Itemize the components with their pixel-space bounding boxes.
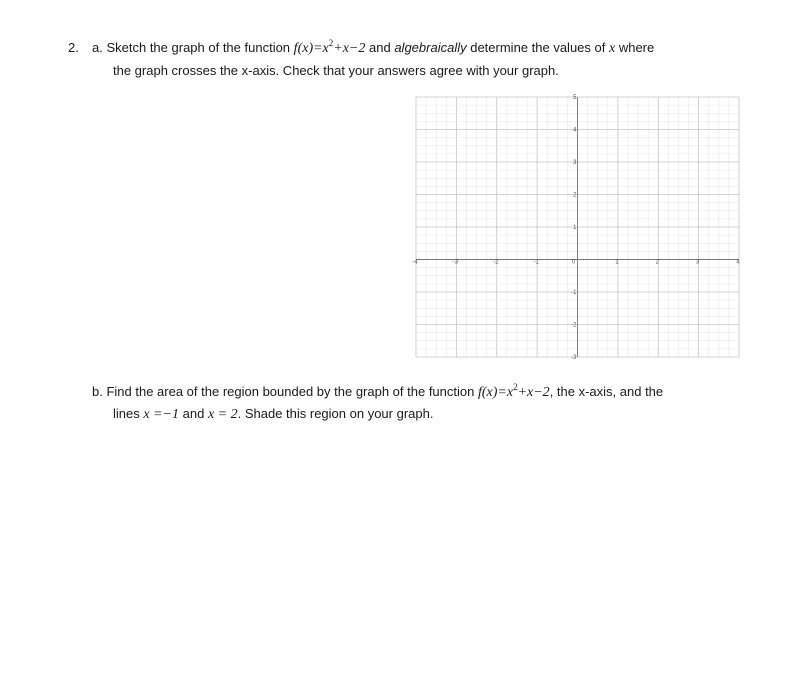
part-a-text-2: and: [369, 40, 391, 55]
x-tick-label: -2: [493, 259, 499, 266]
x-tick-label: -4: [412, 259, 418, 266]
func-rest: +x−2: [517, 385, 550, 400]
question-number: 2.: [68, 40, 79, 55]
part-b-eq2: x = 2: [207, 407, 238, 422]
part-b-function: [477, 382, 550, 400]
part-b-label: b.: [92, 384, 103, 399]
part-a-text-1: Sketch the graph of the function: [106, 40, 291, 55]
part-b-lines-word: lines: [113, 406, 140, 421]
y-tick-label: -1: [571, 290, 577, 296]
y-tick-label: 1: [573, 225, 577, 231]
part-b-eq1: x =−1: [143, 407, 179, 422]
part-a-var-x: x: [608, 41, 616, 56]
part-a-emphasis: algebraically: [394, 40, 467, 55]
func-name: f: [293, 41, 298, 56]
part-a-text-4: where: [618, 40, 655, 55]
part-b-text-2: , the x-axis, and the: [549, 384, 664, 399]
x-tick-label: 1: [615, 259, 619, 266]
x-tick-label: 2: [655, 259, 659, 266]
x-tick-label: 0: [571, 259, 576, 266]
x-tick-label: -3: [452, 259, 459, 266]
func-name: f: [477, 385, 482, 400]
part-a-text-3: determine the values of: [470, 40, 606, 55]
func-args: (x)=x: [297, 41, 329, 56]
y-tick-label: 3: [573, 160, 577, 166]
x-tick-label: 4: [736, 259, 740, 266]
y-tick-label: -2: [571, 322, 577, 329]
y-tick-label: 4: [573, 127, 577, 134]
x-tick-label: 3: [695, 259, 700, 266]
func-exponent: 2: [513, 382, 518, 392]
part-b-line2-end: . Shade this region on your graph.: [237, 406, 434, 421]
part-b-line-1: [92, 384, 663, 401]
func-rest: +x−2: [333, 41, 366, 56]
part-b-and: and: [182, 406, 205, 421]
y-tick-label: -3: [571, 355, 577, 361]
func-args: (x)=x: [481, 385, 514, 400]
func-exponent: 2: [328, 38, 334, 48]
y-tick-label: 5: [573, 95, 577, 101]
y-tick-label: 2: [573, 192, 577, 199]
x-tick-label: -1: [533, 259, 539, 266]
part-a-label: a.: [92, 40, 103, 55]
part-b-text-1: Find the area of the region bounded by the graph of the function: [106, 384, 475, 399]
part-a-line-2: the graph crosses the x-axis. Check that your answers agree with your graph.: [113, 63, 559, 78]
part-b-line-2: [113, 406, 433, 423]
